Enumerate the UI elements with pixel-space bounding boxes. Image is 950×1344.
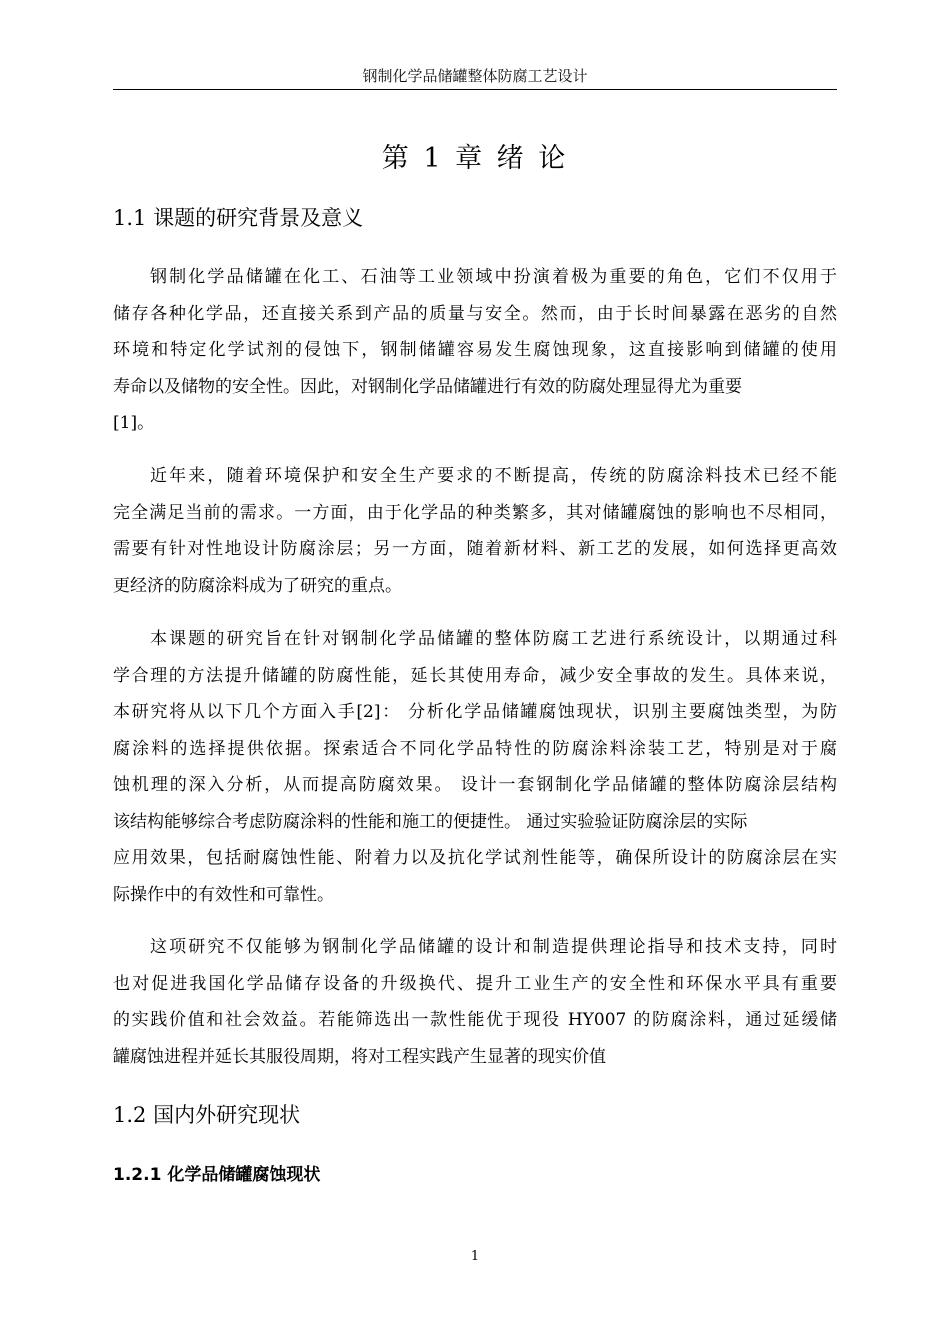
paragraph-line: 本研究将从以下几个方面入手[2]： 分析化学品储罐腐蚀现状，识别主要腐蚀类型，为防 bbox=[113, 702, 837, 722]
paragraph-line: 罐腐蚀进程并延长其服役周期，将对工程实践产生显著的现实价值 bbox=[113, 1046, 606, 1067]
paragraph-line: 这项研究不仅能够为钢制化学品储罐的设计和制造提供理论指导和技术支持，同时 bbox=[150, 937, 837, 957]
paragraph-line: 储存各种化学品，还直接关系到产品的质量与安全。然而，由于长时间暴露在恶劣的自然 bbox=[113, 303, 837, 324]
page-number: 1 bbox=[470, 1249, 480, 1264]
paragraph-line: 应用效果，包括耐腐蚀性能、附着力以及抗化学试剂性能等，确保所设计的防腐涂层在实 bbox=[113, 848, 837, 868]
paragraph-line: 也对促进我国化学品储存设备的升级换代、提升工业生产的安全性和环保水平具有重要 bbox=[113, 973, 837, 994]
paragraph-line: 更经济的防腐涂料成为了研究的重点。 bbox=[113, 575, 402, 596]
paragraph-1 bbox=[113, 259, 837, 442]
paragraph-line: 环境和特定化学试剂的侵蚀下，钢制储罐容易发生腐蚀现象，这直接影响到储罐的使用 bbox=[113, 340, 837, 360]
paragraph-line: 寿命以及储物的安全性。因此，对钢制化学品储罐进行有效的防腐处理显得尤为重要 bbox=[113, 376, 742, 397]
paragraph-line: 完全满足当前的需求。一方面，由于化学品的种类繁多，其对储罐腐蚀的影响也不尽相同， bbox=[113, 502, 837, 523]
paragraph-line: 学合理的方法提升储罐的防腐性能，延长其使用寿命，减少安全事故的发生。具体来说， bbox=[113, 665, 837, 686]
paragraph-line: 本课题的研究旨在针对钢制化学品储罐的整体防腐工艺进行系统设计，以期通过科 bbox=[150, 629, 837, 649]
section-title-1-1: 1.1 课题的研究背景及意义 bbox=[113, 206, 364, 230]
paragraph-line: 的实践价值和社会效益。若能筛选出一款性能优于现役 HY007 的防腐涂料，通过延缓储 bbox=[113, 1010, 837, 1030]
paragraph-3 bbox=[113, 621, 837, 913]
paragraph-line: 腐涂料的选择提供依据。探索适合不同化学品特性的防腐涂料涂装工艺，特别是对于腐 bbox=[113, 738, 837, 759]
paragraph-line: 际操作中的有效性和可靠性。 bbox=[113, 884, 334, 905]
paragraph-4 bbox=[113, 929, 837, 1075]
header-rule bbox=[113, 89, 837, 90]
paragraph-line: 蚀机理的深入分析，从而提高防腐效果。 设计一套钢制化学品储罐的整体防腐涂层结构 bbox=[113, 775, 837, 795]
paragraph-line: 钢制化学品储罐在化工、石油等工业领域中扮演着极为重要的角色，它们不仅用于 bbox=[150, 267, 837, 287]
chapter-title: 第 1 章 绪 论 bbox=[381, 143, 569, 174]
subsection-title-1-2-1: 1.2.1 化学品储罐腐蚀现状 bbox=[113, 1165, 321, 1185]
running-header: 钢制化学品储罐整体防腐工艺设计 bbox=[362, 67, 588, 85]
paragraph-line: 近年来，随着环境保护和安全生产要求的不断提高，传统的防腐涂料技术已经不能 bbox=[150, 466, 837, 486]
paragraph-line: 该结构能够综合考虑防腐涂料的性能和施工的便捷性。 通过实验验证防腐涂层的实际 bbox=[113, 811, 748, 832]
section-title-1-2: 1.2 国内外研究现状 bbox=[113, 1103, 301, 1127]
paragraph-line: 需要有针对性地设计防腐涂层；另一方面，随着新材料、新工艺的发展，如何选择更高效 bbox=[113, 539, 837, 559]
paragraph-2 bbox=[113, 458, 837, 604]
paragraph-line: [1]。 bbox=[113, 413, 155, 433]
